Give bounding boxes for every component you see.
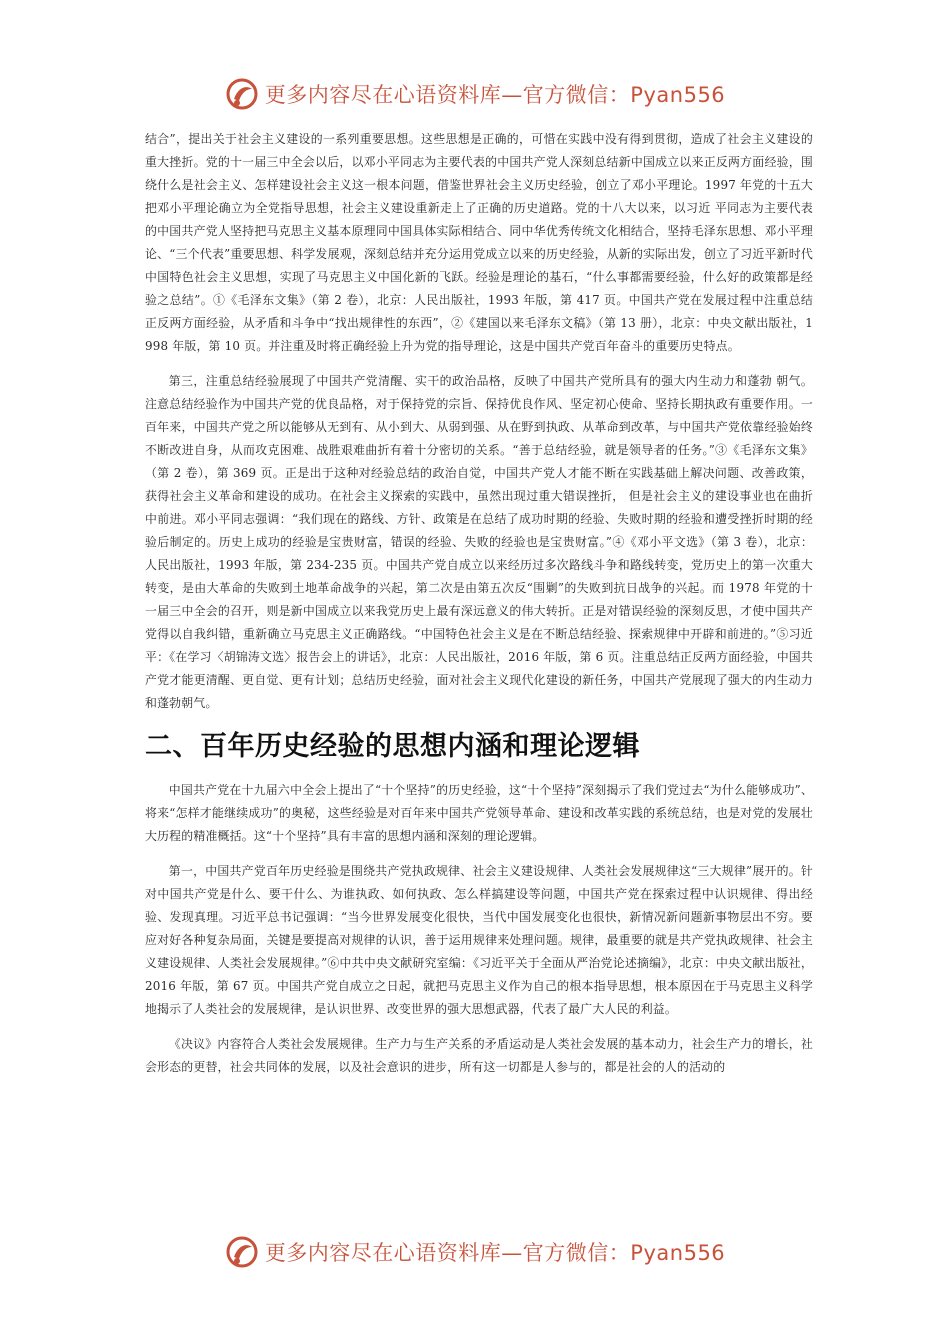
section-heading: 二、百年历史经验的思想内涵和理论逻辑 [145, 731, 640, 762]
footer-banner [0, 1232, 950, 1272]
header-banner [0, 74, 950, 114]
document-body [145, 128, 813, 1091]
logo-icon [225, 77, 259, 111]
paragraph: 中国共产党在十九届六中全会上提出了“十个坚持”的历史经验，这“十个坚持”深刻揭示了我们党过去“为什么能够成功”、将来“怎样才能继续成功”的奥秘，这些经验是对百年来中国共产党领导革命、建设和改革实践的系统总结，也是对党的发展壮大历程的精准概括。这“十个坚持”具有丰富的思想内涵和深刻的理论逻辑。 [145, 783, 813, 843]
banner-text: 更多内容尽在心语资料库—官方微信：Pyan556 [264, 1241, 726, 1265]
paragraph: 结合”，提出关于社会主义建设的一系列重要思想。这些思想是正确的，可惜在实践中没有得到贯彻，造成了社会主义建设的重大挫折。党的十一届三中全会以后，以邓小平同志为主要代表的中国共产党人深刻总结新中国成立以来正反两方面经验，围绕什么是社会主义、怎样建设社会主义这一根本问题，借鉴世界社会主义历史经验，创立了邓小平理论。1997 年党的十五大把邓小平理论确立为全党指导思想，社会主义建设重新走上了正确的历史道路。党的十八大以来，以习近 平同志为主要代表的中国共产党人坚持把马克思主义基本原理同中国具体实际相结合、同中华优秀传统文化相结合，坚持毛泽东思想、邓小平理论、“三个代表”重要思想、科学发展观，深刻总结并充分运用党成立以来的历史经验，从新的实际出发，创立了习近平新时代中国特色社会主义思想，实现了马克思主义中国化新的飞跃。经验是理论的基石，“什么事都需要经验，什么好的政策都是经验之总结”。①《毛泽东文集》（第 2 卷），北京：人民出版社，1993 年版，第 417 页。中国共产党在发展过程中注重总结正反两方面经验，从矛盾和斗争中“找出规律性的东西”，②《建国以来毛泽东文稿》（第 13 册），北京：中央文献出版社，1998 年版，第 10 页。并注重及时将正确经验上升为党的指导理论，这是中国共产党百年奋斗的重要历史特点。 [145, 132, 813, 353]
paragraph: 第三，注重总结经验展现了中国共产党清醒、实干的政治品格，反映了中国共产党所具有的强大内生动力和蓬勃 朝气。注意总结经验作为中国共产党的优良品格，对于保持党的宗旨、保持优良作风、坚定初心使命、坚持长期执政有重要作用。一百年来，中国共产党之所以能够从无到有、从小到大、从弱到强、从在野到执政、从革命到改革，与中国共产党依靠经验始终不断改进自身，从而攻克困难、战胜艰难曲折有着十分密切的关系。“善于总结经验，就是领导者的任务。”③《毛泽东文集》（第 2 卷），第 369 页。正是出于这种对经验总结的政治自觉，中国共产党人才能不断在实践基础上解决问题、改善政策，获得社会主义革命和建设的成功。在社会主义探索的实践中，虽然出现过重大错误挫折， 但是社会主义的建设事业也在曲折中前进。邓小平同志强调：“我们现在的路线、方针、政策是在总结了成功时期的经验、失败时期的经验和遭受挫折时期的经验后制定的。历史上成功的经验是宝贵财富，错误的经验、失败的经验也是宝贵财富。”④《邓小平文选》（第 3 卷），北京：人民出版社，1993 年版，第 234-235 页。中国共产党自成立以来经历过多次路线斗争和路线转变，党历史上的第一次重大转变，是由大革命的失败到土地革命战争的兴起，第二次是由第五次反“围剿”的失败到抗日战争的兴起。而 1978 年党的十一届三中全会的召开，则是新中国成立以来我党历史上最有深远意义的伟大转折。正是对错误经验的深刻反思，才使中国共产党得以自我纠错，重新确立马克思主义正确路线。“中国特色社会主义是在不断总结经验、探索规律中开辟和前进的。”⑤习近平：《在学习〈胡锦涛文选〉报告会上的讲话》，北京：人民出版社，2016 年版，第 6 页。注重总结正反两方面经验，中国共产党才能更清醒、更自觉、更有计划；总结历史经验，面对社会主义现代化建设的新任务，中国共产党展现了强大的内生动力和蓬勃朝气。 [145, 374, 813, 710]
logo-icon [225, 1235, 259, 1269]
banner-text: 更多内容尽在心语资料库—官方微信：Pyan556 [264, 83, 726, 107]
paragraph: 《决议》内容符合人类社会发展规律。生产力与生产关系的矛盾运动是人类社会发展的基本动力，社会生产力的增长，社会形态的更替，社会共同体的发展，以及社会意识的进步，所有这一切都是人参与的，都是社会的人的活动的 [145, 1037, 813, 1074]
paragraph: 第一，中国共产党百年历史经验是围绕共产党执政规律、社会主义建设规律、人类社会发展规律这“三大规律”展开的。针对中国共产党是什么、要干什么、为谁执政、如何执政、怎么样搞建设等问题，中国共产党在探索过程中认识规律、得出经验、发现真理。习近平总书记强调：“当今世界发展变化很快，当代中国发展变化也很快，新情况新问题新事物层出不穷。要应对好各种复杂局面，关键是要提高对规律的认识，善于运用规律来处理问题。规律，最重要的就是共产党执政规律、社会主义建设规律、人类社会发展规律。”⑥中共中央文献研究室编：《习近平关于全面从严治党论述摘编》，北京：中央文献出版社，2016 年版，第 67 页。中国共产党自成立之日起，就把马克思主义作为自己的根本指导思想，根本原因在于马克思主义科学地揭示了人类社会的发展规律，是认识世界、改变世界的强大思想武器，代表了最广大人民的利益。 [145, 864, 813, 1016]
